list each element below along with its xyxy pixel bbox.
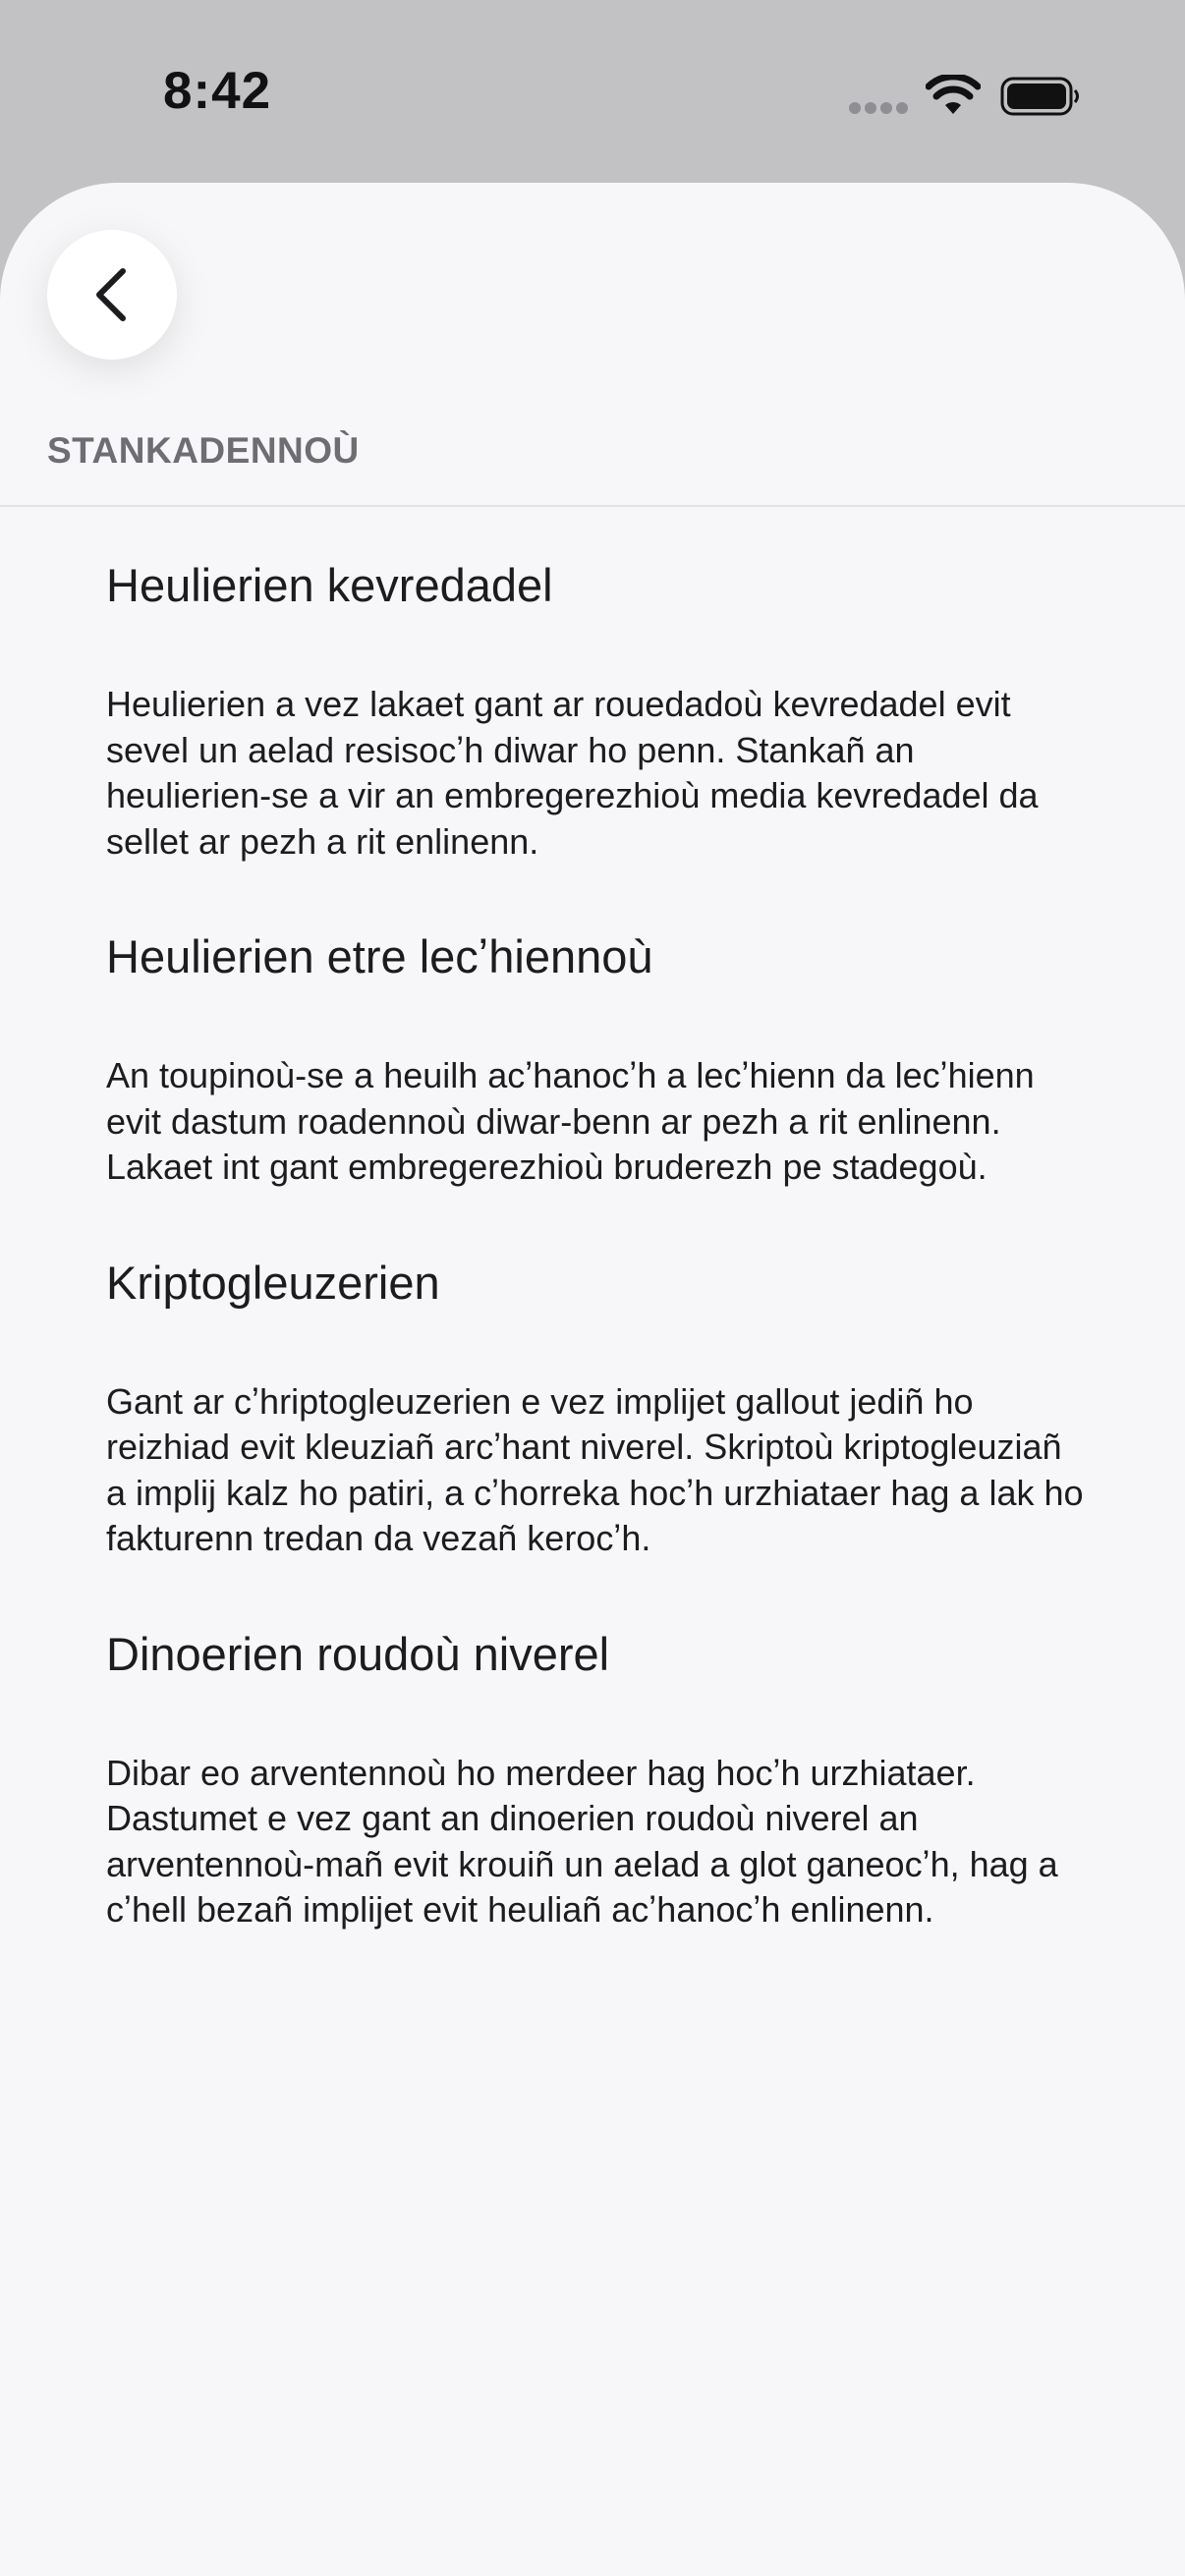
item-title: Kriptogleuzerien [106,1256,440,1309]
wifi-icon [926,75,981,116]
tracker-list [106,556,1089,1996]
item-description: Dibar eo arventennoù ho merdeer hag hocʼh urzhiataer. Dastumet e vez gant an dinoerien roudoù niverel an arventennoù-mañ evit krouiñ un aelad a glot ganeocʼh, hag a cʼhell bezañ implijet evit heuliañ acʼhanocʼh enlinenn. [106,1752,1058,1930]
list-item [106,556,1089,865]
chevron-left-icon [89,267,135,322]
divider [0,505,1185,507]
signal-dots-icon [849,102,908,116]
list-item [106,1625,1089,1933]
list-item [106,1254,1089,1562]
battery-icon [1000,77,1081,116]
item-title: Heulierien etre lecʼhiennoù [106,930,653,982]
back-button[interactable] [47,230,177,360]
section-header: STANKADENNOÙ [47,430,360,471]
item-description: Heulierien a vez lakaet gant ar rouedadoù kevredadel evit sevel un aelad resisocʼh diwar ho penn. Stankañ an heulierien-se a vir an embregerezhioù media kevredadel da sellet ar pezh a rit enlinenn. [106,684,1039,862]
item-title: Heulierien kevredadel [106,559,553,611]
content-sheet [0,183,1185,2576]
item-description: An toupinoù-se a heuilh acʼhanocʼh a lecʼhienn da lecʼhienn evit dastum roadennoù diwar-benn ar pezh a rit enlinenn. Lakaet int gant embregerezhioù bruderezh pe stadegoù. [106,1055,1035,1187]
status-time: 8:42 [163,62,272,120]
item-description: Gant ar cʼhriptogleuzerien e vez implijet gallout jediñ ho reizhiad evit kleuziañ arcʼhant niverel. Skriptoù kriptogleuziañ a implij kalz ho patiri, a cʼhorreka hocʼh urzhiataer hag a lak ho fakturenn tredan da vezañ kerocʼh. [106,1380,1084,1558]
list-item [106,927,1089,1191]
status-bar [0,0,1185,183]
item-title: Dinoerien roudoù niverel [106,1627,610,1680]
